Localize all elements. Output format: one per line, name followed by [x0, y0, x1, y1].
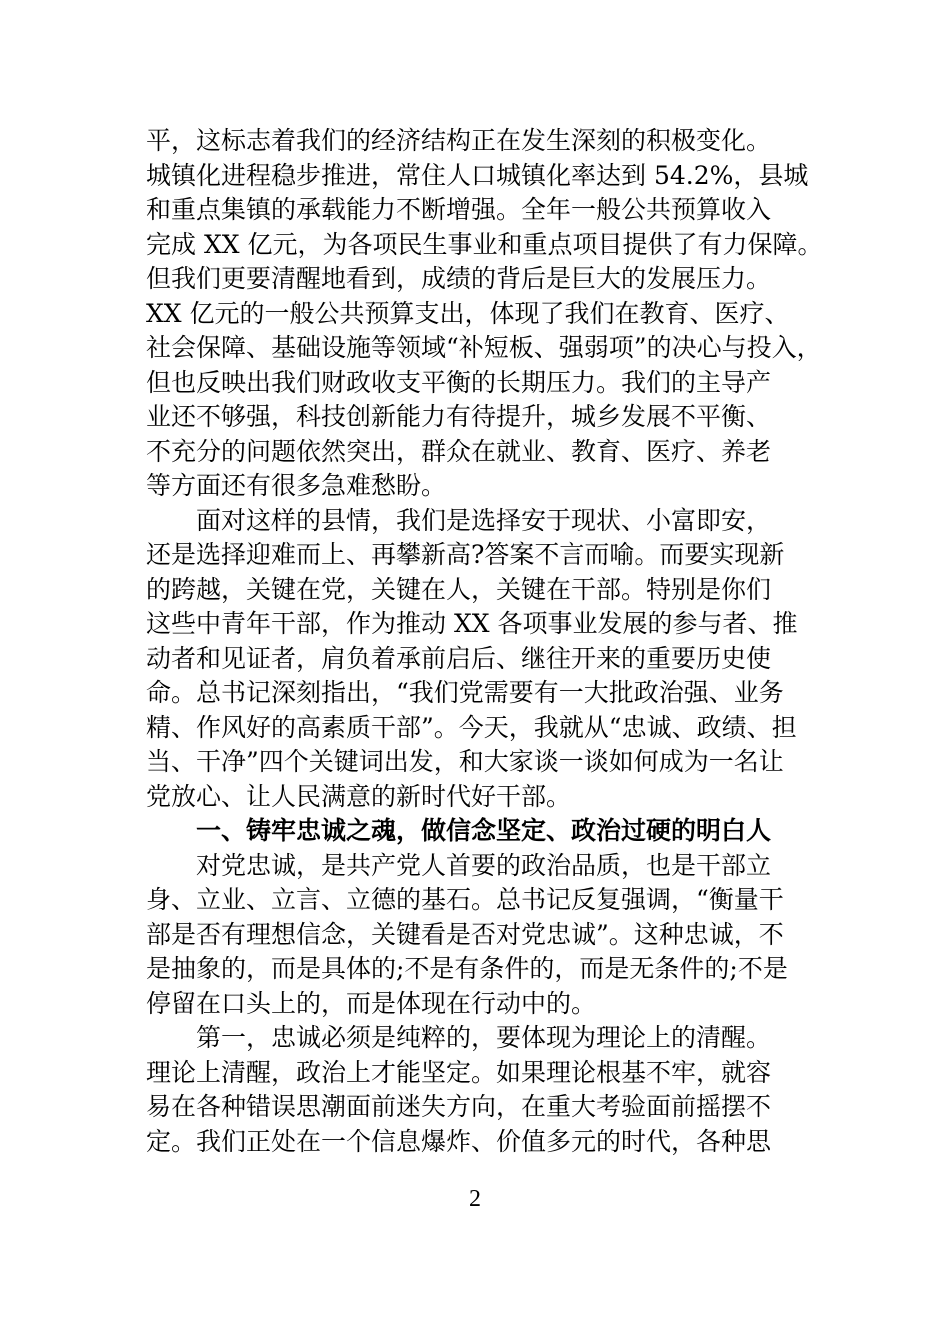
page-number: 2 [469, 1186, 481, 1212]
text-line: 党放心、让人民满意的新时代好干部。 [146, 781, 572, 811]
text-line: 定。我们正处在一个信息爆炸、价值多元的时代，各种思 [146, 1126, 772, 1156]
text-line: 是抽象的，而是具体的;不是有条件的，而是无条件的;不是 [146, 954, 788, 983]
text-line: 身、立业、立言、立德的基石。总书记反复强调，“衡量干 [146, 885, 784, 914]
paragraph-start-line: 对党忠诚，是共产党人首要的政治品质，也是干部立 [196, 850, 772, 880]
text-line: XX 亿元的一般公共预算支出，体现了我们在教育、医疗、 [146, 298, 790, 328]
text-line: 平，这标志着我们的经济结构正在发生深刻的积极变化。 [146, 126, 772, 155]
text-line: 的跨越，关键在党，关键在人，关键在干部。特别是你们 [146, 574, 772, 604]
text-line: 理论上清醒，政治上才能坚定。如果理论根基不牢，就容 [146, 1057, 772, 1087]
section-heading: 一、铸牢忠诚之魂，做信念坚定、政治过硬的明白人 [196, 816, 772, 845]
text-line: 但我们更要清醒地看到，成绩的背后是巨大的发展压力。 [146, 264, 772, 293]
document-body [146, 124, 831, 1159]
text-line: 命。总书记深刻指出，“我们党需要有一大批政治强、业务 [146, 678, 784, 707]
text-line: 社会保障、基础设施等领域“补短板、强弱项”的决心与投入， [146, 333, 822, 362]
text-line: 部是否有理想信念，关键看是否对党忠诚”。这种忠诚，不 [146, 919, 784, 949]
text-line: 易在各种错误思潮面前迷失方向，在重大考验面前摇摆不 [146, 1092, 772, 1121]
text-line: 不充分的问题依然突出，群众在就业、教育、医疗、养老 [146, 436, 772, 466]
text-line: 停留在口头上的，而是体现在行动中的。 [146, 988, 597, 1018]
text-line: 等方面还有很多急难愁盼。 [146, 471, 447, 500]
text-line: 完成 XX 亿元，为各项民生事业和重点项目提供了有力保障。 [146, 229, 823, 259]
text-line: 和重点集镇的承载能力不断增强。全年一般公共预算收入 [146, 195, 772, 224]
text-line: 当、干净”四个关键词出发，和大家谈一谈如何成为一名让 [146, 747, 784, 776]
text-line: 这些中青年干部，作为推动 XX 各项事业发展的参与者、推 [146, 609, 798, 638]
paragraph-start-line: 第一，忠诚必须是纯粹的，要体现为理论上的清醒。 [196, 1023, 772, 1052]
text-line: 动者和见证者，肩负着承前启后、继往开来的重要历史使 [146, 643, 772, 673]
text-line: 还是选择迎难而上、再攀新高?答案不言而喻。而要实现新 [146, 540, 785, 569]
text-line: 业还不够强，科技创新能力有待提升，城乡发展不平衡、 [146, 402, 772, 431]
paragraph-start-line: 面对这样的县情，我们是选择安于现状、小富即安， [196, 505, 772, 535]
text-line: 城镇化进程稳步推进，常住人口城镇化率达到 54.2%，县城 [146, 160, 809, 190]
text-line: 但也反映出我们财政收支平衡的长期压力。我们的主导产 [146, 367, 772, 397]
text-line: 精、作风好的高素质干部”。今天，我就从“忠诚、政绩、担 [146, 712, 797, 742]
